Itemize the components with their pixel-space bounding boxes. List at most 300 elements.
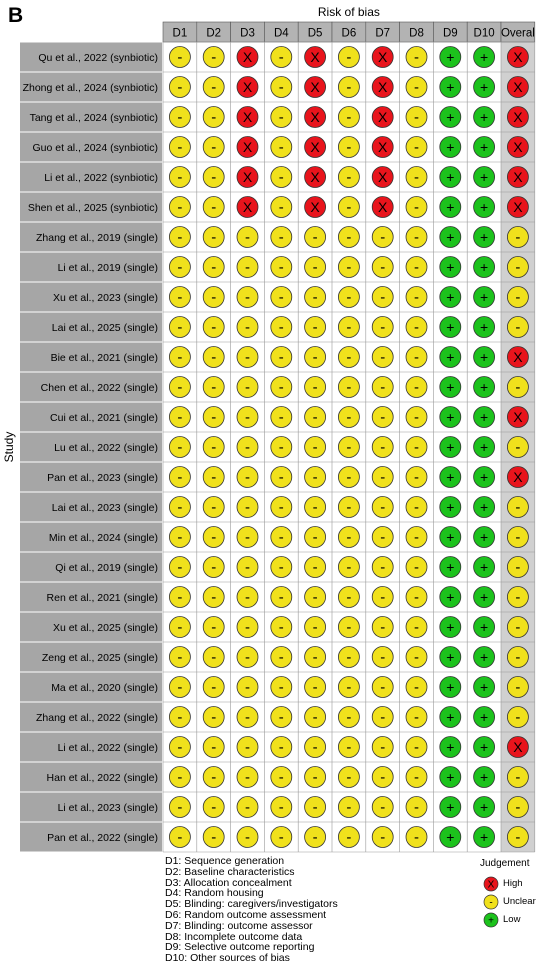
study-label: Zhang et al., 2022 (single) [36,712,158,724]
judgement-unclear-marker [271,767,292,788]
judgement-symbol: - [211,469,217,486]
judgement-unclear-marker [406,377,427,398]
judgement-symbol: - [177,829,183,846]
judgement-unclear-marker [372,677,393,698]
judgement-unclear-marker [203,587,224,608]
judgement-high-marker [237,197,258,218]
judgement-symbol: - [414,289,419,306]
y-axis-label: Study [2,431,16,463]
judgement-symbol: - [380,799,386,816]
judgement-symbol: + [446,619,455,635]
column-header-d6: D6 [341,27,357,40]
judgement-symbol: - [515,529,521,546]
judgement-symbol: - [245,829,250,846]
judgement-symbol: - [515,439,521,456]
judgement-unclear-marker [372,737,393,758]
column-header-d5: D5 [307,27,323,40]
judgement-low-marker [440,677,461,698]
judgement-symbol: - [211,529,217,546]
column-header-d1: D1 [172,27,188,40]
judgement-symbol: - [211,319,217,336]
judgement-unclear-marker [338,527,359,548]
judgement-unclear-marker [271,77,292,98]
judgement-low-marker [440,737,461,758]
judgement-low-marker [440,557,461,578]
judgement-unclear-marker [372,617,393,638]
judgement-symbol: - [346,679,352,696]
judgement-high-marker [372,47,393,68]
judgement-high-marker [305,47,326,68]
study-label: Xu et al., 2025 (single) [52,622,158,634]
judgement-unclear-marker [372,827,393,848]
judgement-unclear-marker [406,557,427,578]
judgement-unclear-marker [305,467,326,488]
judgement-low-marker [440,407,461,428]
judgement-symbol: - [312,229,318,246]
column-header-d7: D7 [375,27,391,40]
judgement-unclear-marker [406,617,427,638]
judgement-symbol: - [346,469,352,486]
judgement-unclear-marker [305,317,326,338]
judgement-symbol: - [211,349,217,366]
judgement-unclear-marker [305,587,326,608]
judgement-unclear-marker [203,347,224,368]
judgement-unclear-marker [203,317,224,338]
judgement-unclear-marker [271,827,292,848]
judgement-symbol: + [480,469,489,485]
judgement-symbol: X [513,79,523,95]
judgement-unclear-marker [406,47,427,68]
judgement-symbol: + [446,529,455,545]
judgement-symbol: - [346,289,352,306]
judgement-symbol: - [346,499,352,516]
judgement-symbol: - [414,199,419,216]
judgement-symbol: - [312,649,318,666]
judgement-low-marker [440,377,461,398]
judgement-unclear-marker [372,767,393,788]
judgement-symbol: X [242,139,253,155]
judgement-symbol: - [245,649,250,666]
judgement-symbol: + [446,739,455,755]
judgement-unclear-marker [305,797,326,818]
judgement-symbol: X [513,139,523,155]
judgement-unclear-marker [507,557,528,578]
judgement-unclear-marker [203,527,224,548]
domain-legend-item: D4: Random housing [165,887,264,900]
judgement-unclear-marker [507,527,528,548]
judgement-symbol: X [242,199,253,215]
judgement-symbol: - [515,829,521,846]
judgement-symbol: - [380,709,386,726]
judgement-low-marker [474,317,495,338]
judgement-symbol: - [278,769,284,786]
judgement-legend-label: High [503,878,523,889]
judgement-symbol: - [515,229,521,246]
judgement-low-marker [440,77,461,98]
judgement-symbol: - [515,289,521,306]
judgement-symbol: X [378,109,388,125]
judgement-symbol: X [513,199,523,215]
judgement-symbol: + [480,409,489,425]
judgement-unclear-marker [305,497,326,518]
judgement-high-marker [507,467,528,488]
judgement-unclear-marker [338,47,359,68]
study-label: Zhang et al., 2019 (single) [36,232,158,244]
judgement-unclear-marker [271,497,292,518]
judgement-high-marker [305,197,326,218]
judgement-symbol: - [312,379,318,396]
judgement-unclear-marker [338,797,359,818]
judgement-unclear-marker [507,827,528,848]
judgement-symbol: - [346,769,352,786]
judgement-symbol: - [177,499,183,516]
study-label: Zhong et al., 2024 (synbiotic) [22,82,158,94]
judgement-unclear-marker [271,557,292,578]
judgement-high-marker [507,137,528,158]
judgement-symbol: - [414,49,419,66]
judgement-unclear-marker [169,617,190,638]
judgement-symbol: - [177,649,183,666]
judgement-unclear-marker [338,827,359,848]
judgement-symbol: - [278,229,284,246]
judgement-symbol: X [310,49,320,65]
judgement-symbol: - [346,589,352,606]
judgement-unclear-marker [372,257,393,278]
judgement-low-marker [440,227,461,248]
judgement-symbol: - [211,439,217,456]
judgement-symbol: - [278,499,284,516]
judgement-unclear-marker [305,287,326,308]
judgement-symbol: - [380,529,386,546]
judgement-symbol: - [177,79,183,96]
study-label: Li et al., 2022 (single) [57,742,158,754]
judgement-unclear-marker [271,197,292,218]
judgement-symbol: - [245,529,250,546]
judgement-unclear-marker [203,377,224,398]
judgement-legend-marker [470,911,500,929]
domain-legend-item: D2: Baseline characteristics [165,865,295,878]
judgement-unclear-marker [169,77,190,98]
judgement-symbol: - [414,379,419,396]
judgement-unclear-marker [203,107,224,128]
judgement-symbol: + [446,409,455,425]
judgement-low-marker [440,107,461,128]
judgement-low-marker [474,227,495,248]
judgement-unclear-marker [338,107,359,128]
judgement-unclear-marker [237,437,258,458]
judgement-unclear-marker [372,467,393,488]
judgement-unclear-marker [169,797,190,818]
judgement-symbol: - [380,769,386,786]
judgement-symbol: - [346,169,352,186]
judgement-symbol: - [177,259,183,276]
judgement-legend-label: Unclear [503,896,536,907]
judgement-unclear-marker [406,497,427,518]
judgement-unclear-marker [203,677,224,698]
judgement-symbol: - [312,319,318,336]
judgement-low-marker [440,797,461,818]
judgement-unclear-marker [237,707,258,728]
column-header-d2: D2 [206,27,222,40]
judgement-legend-marker [470,875,500,893]
judgement-symbol: - [515,499,521,516]
judgement-symbol: - [414,139,419,156]
column-header-d4: D4 [273,27,289,40]
judgement-low-marker [440,347,461,368]
judgement-unclear-marker [237,737,258,758]
judgement-symbol: - [312,769,318,786]
judgement-symbol: + [480,199,489,215]
judgement-unclear-marker [237,407,258,428]
judgement-symbol: + [480,349,489,365]
judgement-symbol: + [480,589,489,605]
judgement-symbol: + [446,829,455,845]
judgement-unclear-marker [372,227,393,248]
judgement-low-marker [474,47,495,68]
judgement-symbol: + [446,799,455,815]
judgement-symbol: - [414,619,419,636]
judgement-symbol: + [480,679,489,695]
judgement-unclear-marker [305,677,326,698]
judgement-symbol: - [380,349,386,366]
judgement-low-marker [474,407,495,428]
judgement-low-marker [474,557,495,578]
judgement-symbol: - [346,139,352,156]
judgement-symbol: - [177,109,183,126]
judgement-unclear-marker [169,107,190,128]
judgement-symbol: - [380,319,386,336]
judgement-unclear-marker [338,467,359,488]
judgement-symbol: X [378,169,388,185]
judgement-unclear-marker [338,347,359,368]
judgement-unclear-marker [237,617,258,638]
study-label: Pan et al., 2022 (single) [47,832,158,844]
judgement-unclear-marker [305,347,326,368]
judgement-low-marker [474,467,495,488]
judgement-unclear-marker [169,347,190,368]
judgement-unclear-marker [406,107,427,128]
judgement-symbol: - [278,589,284,606]
judgement-legend-item [470,875,550,893]
judgement-symbol: - [312,679,318,696]
judgement-unclear-marker [507,377,528,398]
judgement-symbol: - [211,49,217,66]
judgement-unclear-marker [271,47,292,68]
judgement-symbol: - [346,229,352,246]
judgement-unclear-marker [372,377,393,398]
domain-legend [165,856,338,964]
judgement-symbol: - [177,439,183,456]
judgement-unclear-marker [305,377,326,398]
judgement-symbol: - [414,469,419,486]
judgement-symbol: X [310,199,320,215]
judgement-unclear-marker [203,797,224,818]
judgement-unclear-marker [372,587,393,608]
judgement-symbol: + [480,649,489,665]
judgement-unclear-marker [305,647,326,668]
judgement-unclear-marker [237,527,258,548]
judgement-symbol: - [278,439,284,456]
judgement-symbol: - [312,529,318,546]
judgement-high-marker [237,167,258,188]
judgement-symbol: - [278,349,284,366]
judgement-low-marker [474,197,495,218]
judgement-symbol: + [446,559,455,575]
study-label: Chen et al., 2022 (single) [40,382,158,394]
judgement-symbol: + [446,139,455,155]
study-label: Ren et al., 2021 (single) [46,592,158,604]
judgement-symbol: - [346,319,352,336]
judgement-symbol: + [446,769,455,785]
judgement-symbol: - [414,589,419,606]
judgement-symbol: - [211,769,217,786]
judgement-symbol: - [414,559,419,576]
study-label: Min et al., 2024 (single) [48,532,158,544]
judgement-unclear-marker [406,437,427,458]
judgement-unclear-marker [507,287,528,308]
judgement-low-marker [474,107,495,128]
judgement-symbol: - [245,709,250,726]
judgement-symbol: - [177,589,183,606]
judgement-symbol: + [446,589,455,605]
judgement-unclear-marker [372,707,393,728]
judgement-low-marker [440,647,461,668]
judgement-symbol: - [211,589,217,606]
judgement-unclear-marker [305,617,326,638]
judgement-symbol: + [480,619,489,635]
judgement-unclear-marker [203,257,224,278]
judgement-symbol: + [480,439,489,455]
judgement-symbol: - [245,379,250,396]
judgement-symbol: - [346,349,352,366]
judgement-symbol: - [177,319,183,336]
judgement-low-marker [474,587,495,608]
judgement-unclear-marker [203,137,224,158]
svg-text:X: X [487,879,495,891]
judgement-symbol: - [278,199,284,216]
judgement-high-marker [372,167,393,188]
judgement-symbol: + [480,709,489,725]
judgement-unclear-marker [169,317,190,338]
judgement-symbol: - [346,709,352,726]
judgement-low-marker [474,287,495,308]
judgement-unclear-marker [237,587,258,608]
judgement-unclear-marker [203,707,224,728]
judgement-symbol: - [515,259,521,276]
judgement-symbol: - [346,259,352,276]
judgement-symbol: - [414,439,419,456]
judgement-symbol: X [378,199,388,215]
judgement-symbol: - [245,469,250,486]
judgement-symbol: - [380,739,386,756]
judgement-symbol: - [211,709,217,726]
judgement-unclear-marker [271,347,292,368]
judgement-symbol: X [513,469,523,485]
judgement-symbol: - [278,379,284,396]
judgement-unclear-marker [203,617,224,638]
judgement-symbol: - [414,799,419,816]
judgement-symbol: + [480,109,489,125]
judgement-symbol: + [480,259,489,275]
judgement-unclear-marker [305,527,326,548]
judgement-symbol: X [310,139,320,155]
judgement-unclear-marker [271,317,292,338]
domain-legend-item: D1: Sequence generation [165,855,285,867]
judgement-unclear-marker [338,677,359,698]
chart-title: Risk of bias [317,5,380,19]
judgement-symbol: - [414,169,419,186]
judgement-symbol: - [245,499,250,516]
study-label: Lai et al., 2023 (single) [51,502,158,514]
judgement-symbol: - [211,109,217,126]
judgement-unclear-marker [271,737,292,758]
judgement-unclear-marker [203,437,224,458]
judgement-symbol: + [446,199,455,215]
judgement-symbol: - [380,379,386,396]
judgement-symbol: - [346,829,352,846]
judgement-symbol: - [515,589,521,606]
judgement-symbol: - [278,409,284,426]
judgement-symbol: - [346,49,352,66]
study-label: Lai et al., 2025 (single) [51,322,158,334]
judgement-unclear-marker [507,317,528,338]
judgement-legend-item [470,893,550,911]
study-label: Qi et al., 2019 (single) [55,562,158,574]
judgement-unclear-marker [507,677,528,698]
judgement-unclear-marker [406,827,427,848]
judgement-high-marker [305,167,326,188]
judgement-unclear-marker [406,257,427,278]
judgement-symbol: - [515,769,521,786]
judgement-symbol: - [245,439,250,456]
judgement-symbol: - [515,619,521,636]
study-label: Ma et al., 2020 (single) [51,682,158,694]
column-header-overall: Overal [500,27,535,40]
judgement-unclear-marker [237,767,258,788]
judgement-unclear-marker [406,197,427,218]
judgement-symbol: - [177,199,183,216]
judgement-unclear-marker [338,407,359,428]
judgement-unclear-marker [305,767,326,788]
judgement-unclear-marker [406,707,427,728]
judgement-symbol: - [177,409,183,426]
judgement-symbol: - [346,649,352,666]
domain-legend-item: D3: Allocation concealment [165,876,292,889]
judgement-high-marker [237,47,258,68]
judgement-symbol: - [245,799,250,816]
svg-text:-: - [489,897,493,909]
domain-legend-item: D10: Other sources of bias [165,952,290,965]
study-label: Lu et al., 2022 (single) [54,442,158,454]
judgement-symbol: - [177,799,183,816]
judgement-symbol: - [414,529,419,546]
judgement-low-marker [474,137,495,158]
judgement-symbol: - [211,79,217,96]
study-label: Bie et al., 2021 (single) [50,352,158,364]
judgement-symbol: - [177,679,183,696]
judgement-symbol: - [414,409,419,426]
judgement-symbol: - [312,289,318,306]
judgement-unclear-marker [169,497,190,518]
judgement-unclear-marker [237,827,258,848]
judgement-symbol: - [312,559,318,576]
judgement-unclear-marker [237,347,258,368]
judgement-symbol: X [513,169,523,185]
judgement-symbol: + [446,709,455,725]
judgement-unclear-marker [338,167,359,188]
judgement-unclear-marker [271,797,292,818]
judgement-symbol: + [480,799,489,815]
